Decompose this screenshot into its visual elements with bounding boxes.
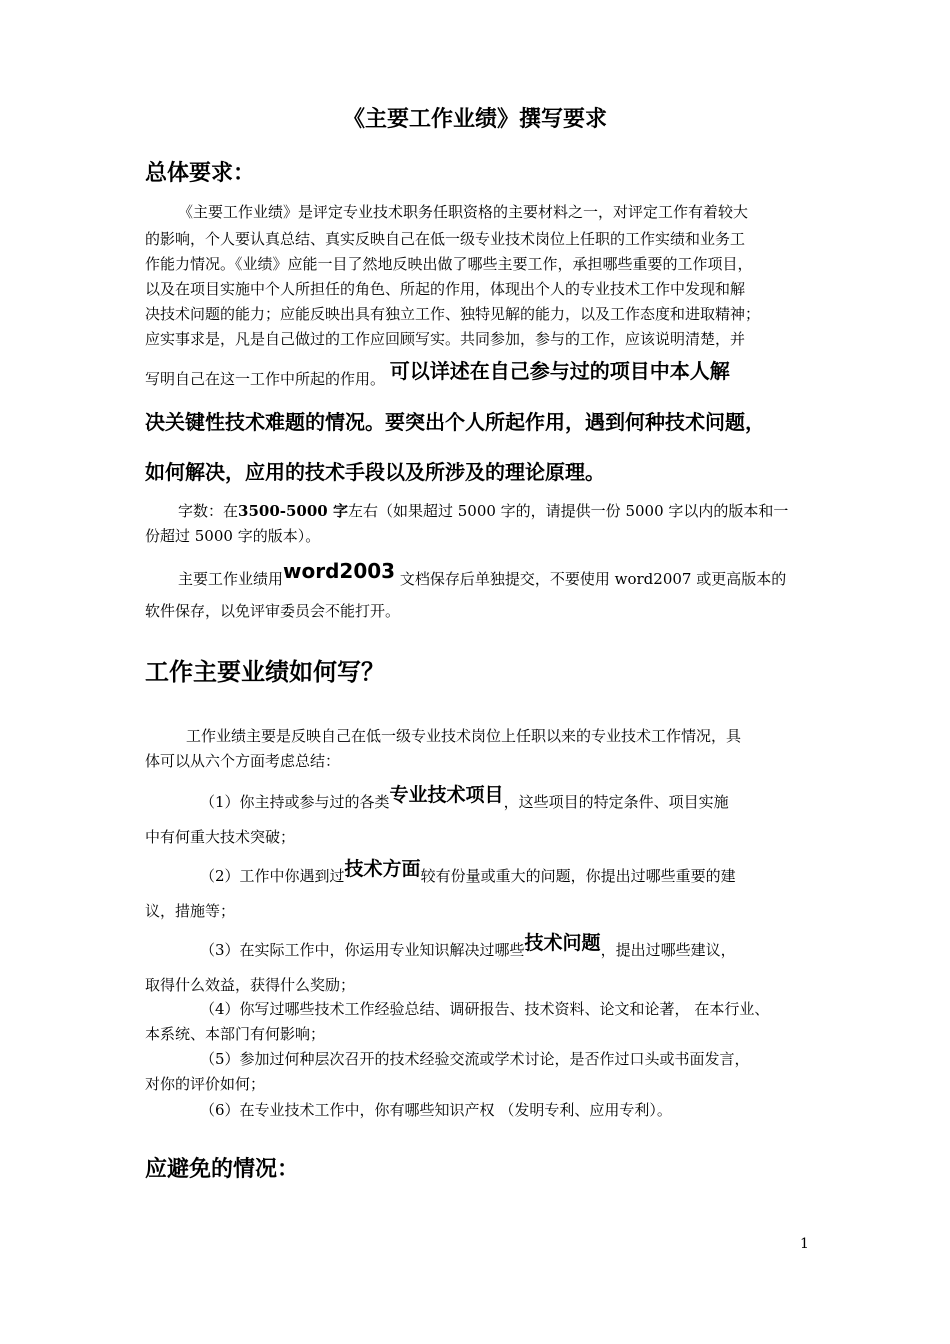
paragraph-line: 取得什么效益，获得什么奖励； bbox=[145, 976, 356, 994]
paragraph-line: 份超过 5000 字的版本）。 bbox=[145, 527, 321, 545]
list-item-text: （2）工作中你遇到过 bbox=[200, 867, 345, 885]
paragraph-line: 的影响，个人要认真总结、真实反映自己在低一级专业技术岗位上任职的工作实绩和业务工 bbox=[145, 230, 746, 248]
paragraph-line: 中有何重大技术突破； bbox=[145, 828, 296, 846]
list-item-emphasis: 技术问题 bbox=[524, 932, 601, 954]
paragraph-line: 议，措施等； bbox=[145, 902, 236, 920]
list-item-1 bbox=[200, 784, 729, 813]
paragraph-line: 本系统、本部门有何影响； bbox=[145, 1025, 326, 1043]
list-item-text: （3）在实际工作中，你运用专业知识解决过哪些 bbox=[200, 941, 525, 959]
wordcount-suffix: 左右（如果超过 5000 字的，请提供一份 5000 字以内的版本和一 bbox=[347, 502, 789, 520]
list-item-5: （5）参加过何种层次召开的技术经验交流或学术讨论，是否作过口头或书面发言， bbox=[200, 1050, 750, 1068]
paragraph-line bbox=[145, 359, 730, 390]
list-item-text: ，这些项目的特定条件、项目实施 bbox=[503, 793, 729, 811]
wordcount-range: 3500-5000 字 bbox=[238, 502, 348, 520]
list-item-text: ，提出过哪些建议， bbox=[600, 941, 736, 959]
list-item-text: 较有份量或重大的问题，你提出过哪些重要的建 bbox=[420, 867, 736, 885]
list-item-text: （1）你主持或参与过的各类 bbox=[200, 793, 390, 811]
format-word2003: word2003 bbox=[283, 559, 396, 583]
paragraph-line: 《主要工作业绩》是评定专业技术职务任职资格的主要材料之一，对评定工作有着较大 bbox=[178, 203, 749, 221]
list-item-emphasis: 技术方面 bbox=[344, 858, 421, 880]
format-line bbox=[178, 559, 787, 590]
format-prefix: 主要工作业绩用 bbox=[178, 570, 284, 588]
list-item-6: （6）在专业技术工作中，你有哪些知识产权 （发明专利、应用专利）。 bbox=[200, 1101, 672, 1119]
page-title: 《主要工作业绩》撰写要求 bbox=[342, 106, 607, 132]
emphasis-line: 如何解决，应用的技术手段以及所涉及的理论原理。 bbox=[145, 460, 605, 484]
paragraph-line: 软件保存，以免评审委员会不能打开。 bbox=[145, 602, 401, 620]
section-heading-general: 总体要求： bbox=[145, 160, 256, 186]
emphasis-text: 可以详述在自己参与过的项目中本人解 bbox=[389, 359, 730, 383]
list-item-3 bbox=[200, 932, 736, 961]
wordcount-prefix: 字数：在 bbox=[178, 502, 239, 520]
format-suffix: 文档保存后单独提交，不要使用 word2007 或更高版本的 bbox=[399, 570, 787, 588]
paragraph-line: 作能力情况。《业绩》应能一目了然地反映出做了哪些主要工作，承担哪些重要的工作项目， bbox=[145, 255, 753, 273]
emphasis-line: 决关键性技术难题的情况。要突出个人所起作用，遇到何种技术问题， bbox=[145, 410, 765, 434]
section-heading-how-to-write: 工作主要业绩如何写？ bbox=[145, 657, 385, 686]
paragraph-text: 写明自己在这一工作中所起的作用。 bbox=[145, 370, 386, 388]
list-item-2 bbox=[200, 858, 736, 887]
wordcount-line bbox=[178, 500, 788, 522]
paragraph-line: 对你的评价如何； bbox=[145, 1075, 266, 1093]
paragraph-line: 工作业绩主要是反映自己在低一级专业技术岗位上任职以来的专业技术工作情况，具 bbox=[186, 727, 742, 745]
paragraph-line: 决技术问题的能力；应能反映出具有独立工作、独特见解的能力，以及工作态度和进取精神； bbox=[145, 305, 761, 323]
paragraph-line: 体可以从六个方面考虑总结： bbox=[145, 752, 341, 770]
section-heading-avoid: 应避免的情况： bbox=[145, 1156, 300, 1182]
paragraph-line: 以及在项目实施中个人所担任的角色、所起的作用，体现出个人的专业技术工作中发现和解 bbox=[145, 280, 746, 298]
list-item-4: （4）你写过哪些技术工作经验总结、调研报告、技术资料、论文和论著， 在本行业、 bbox=[200, 1000, 770, 1018]
list-item-emphasis: 专业技术项目 bbox=[389, 784, 504, 806]
paragraph-line: 应实事求是，凡是自己做过的工作应回顾写实。共同参加，参与的工作，应该说明清楚，并 bbox=[145, 330, 746, 348]
page-number: 1 bbox=[800, 1236, 809, 1252]
